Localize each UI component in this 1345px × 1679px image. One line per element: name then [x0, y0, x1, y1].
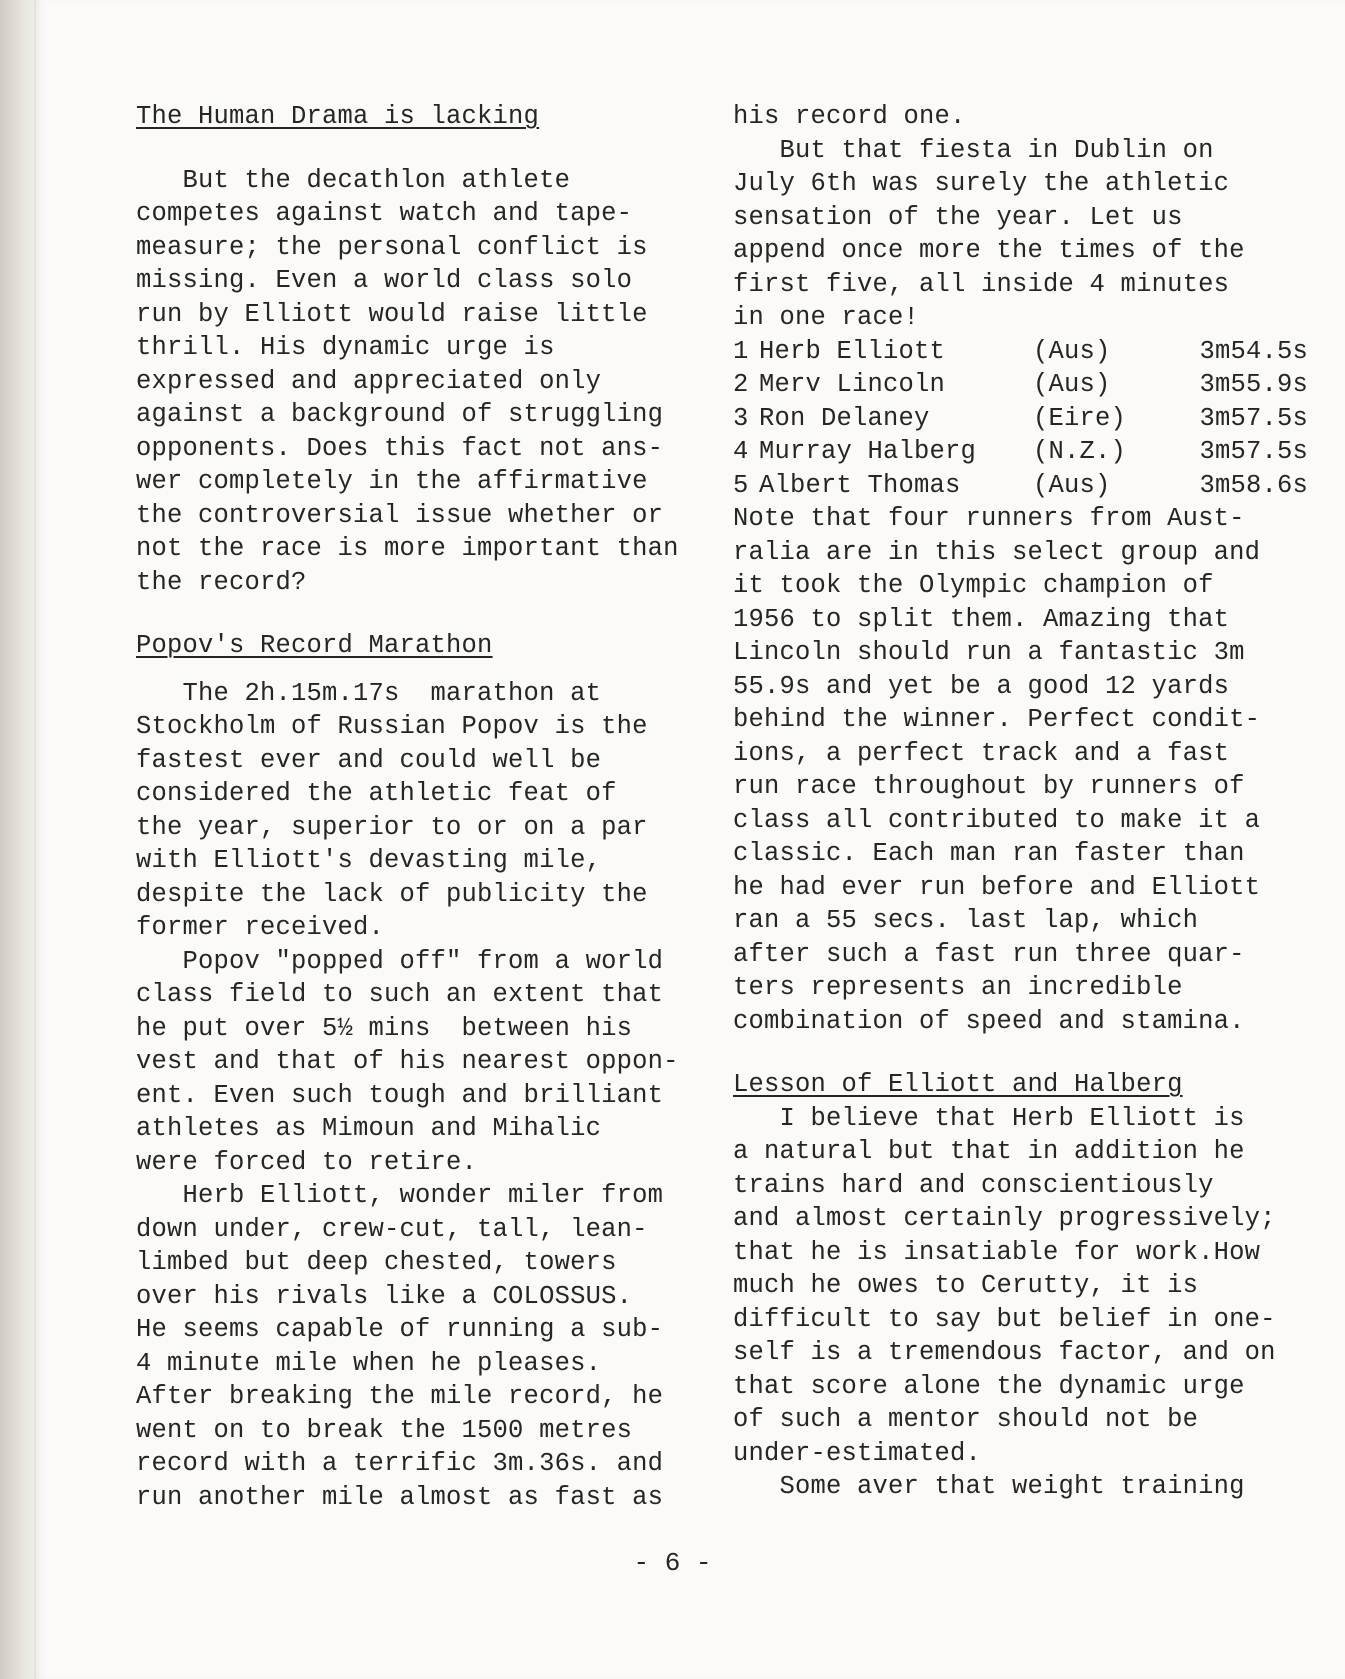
text-line: his record one.: [733, 102, 966, 131]
text-line: wer completely in the affirmative: [136, 467, 648, 496]
text-line: against a background of struggling: [136, 400, 664, 429]
text-line: ralia are in this select group and: [733, 537, 1261, 567]
text-line: vest and that of his nearest oppon-: [136, 1047, 679, 1076]
human-drama-paragraph: [136, 164, 726, 600]
text-line: run by Elliott would raise little: [136, 299, 648, 329]
result-nation: (Eire): [1033, 403, 1127, 433]
text-line: considered the athletic feat of: [136, 779, 617, 808]
text-line: Note that four runners from Aust-: [733, 504, 1245, 533]
text-line: athletes as Mimoun and Mihalic: [136, 1114, 602, 1143]
result-rank: 1: [733, 336, 749, 366]
result-name: Murray Halberg: [759, 437, 977, 466]
result-time: 3m55.9s: [1199, 370, 1308, 399]
text-line: class all contributed to make it a: [733, 805, 1261, 835]
text-line: limbed but deep chested, towers: [136, 1248, 617, 1277]
text-line: After breaking the mile record, he: [136, 1382, 664, 1411]
text-line: fastest ever and could well be: [136, 745, 602, 775]
text-line: run race throughout by runners of: [733, 772, 1245, 801]
result-name: Herb Elliott: [759, 336, 946, 366]
text-line: I believe that Herb Elliott is: [733, 1103, 1245, 1133]
text-line: in one race!: [733, 303, 920, 332]
lesson-paragraphs: [733, 1102, 1313, 1504]
text-line: classic. Each man ran faster than: [733, 839, 1245, 868]
text-line: despite the lack of publicity the: [136, 879, 648, 909]
text-line: append once more the times of the: [733, 236, 1245, 265]
text-line: competes against watch and tape-: [136, 199, 633, 228]
text-line: first five, all inside 4 minutes: [733, 269, 1230, 299]
result-time: 3m58.6s: [1199, 470, 1308, 500]
text-line: went on to break the 1500 metres: [136, 1415, 633, 1445]
text-line: self is a tremendous factor, and on: [733, 1338, 1276, 1367]
result-rank: 2: [733, 370, 749, 399]
text-line: ent. Even such tough and brilliant: [136, 1080, 664, 1110]
text-line: 55.9s and yet be a good 12 yards: [733, 671, 1230, 701]
result-row: [733, 469, 1313, 503]
section-heading-popov-marathon: Popov's Record Marathon: [136, 631, 493, 660]
text-line: ions, a perfect track and a fast: [733, 738, 1230, 768]
result-rank: 5: [733, 470, 749, 500]
text-line: 1956 to split them. Amazing that: [733, 604, 1230, 634]
text-line: But the decathlon athlete: [136, 165, 571, 195]
text-line: Stockholm of Russian Popov is the: [136, 712, 648, 741]
text-line: a natural but that in addition he: [733, 1137, 1245, 1166]
result-nation: (Aus): [1033, 370, 1111, 399]
text-line: opponents. Does this fact not ans-: [136, 433, 664, 463]
result-name: Albert Thomas: [759, 470, 961, 500]
text-line: that he is insatiable for work.How: [733, 1237, 1261, 1267]
text-line: former received.: [136, 913, 385, 942]
text-line: The 2h.15m.17s marathon at: [136, 678, 602, 708]
text-line: sensation of the year. Let us: [733, 202, 1183, 232]
text-line: run another mile almost as fast as: [136, 1482, 664, 1512]
popov-marathon-paragraphs: [136, 677, 726, 1515]
text-line: he had ever run before and Elliott: [733, 872, 1261, 902]
text-line: the controversial issue whether or: [136, 500, 664, 530]
text-line: down under, crew-cut, tall, lean-: [136, 1214, 648, 1244]
text-line: Lincoln should run a fantastic 3m: [733, 638, 1245, 667]
text-line: record with a terrific 3m.36s. and: [136, 1449, 664, 1478]
text-line: measure; the personal conflict is: [136, 232, 648, 262]
text-line: ters represents an incredible: [733, 973, 1183, 1002]
result-nation: (N.Z.): [1033, 437, 1127, 466]
text-line: not the race is more important than: [136, 534, 679, 563]
text-line: of such a mentor should not be: [733, 1405, 1199, 1434]
text-line: the year, superior to or on a par: [136, 812, 648, 842]
text-line: But that fiesta in Dublin on: [733, 135, 1214, 165]
text-line: trains hard and conscientiously: [733, 1170, 1214, 1200]
section-heading-lesson: Lesson of Elliott and Halberg: [733, 1070, 1183, 1099]
result-name: Merv Lincoln: [759, 370, 946, 399]
text-line: were forced to retire.: [136, 1147, 478, 1177]
text-line: class field to such an extent that: [136, 980, 664, 1009]
text-line: 4 minute mile when he pleases.: [136, 1348, 602, 1378]
result-time: 3m57.5s: [1199, 403, 1308, 433]
left-column: [136, 100, 726, 1514]
result-nation: (Aus): [1033, 470, 1111, 500]
text-line: much he owes to Cerutty, it is: [733, 1271, 1199, 1300]
result-rank: 4: [733, 437, 749, 466]
text-line: and almost certainly progressively;: [733, 1204, 1276, 1233]
dublin-intro-paragraph: [733, 100, 1313, 335]
text-line: over his rivals like a COLOSSUS.: [136, 1281, 633, 1311]
text-line: ran a 55 secs. last lap, which: [733, 906, 1199, 935]
right-column: [733, 100, 1313, 1504]
text-line: Herb Elliott, wonder miler from: [136, 1181, 664, 1210]
result-time: 3m54.5s: [1199, 336, 1308, 366]
text-line: missing. Even a world class solo: [136, 266, 633, 295]
dublin-analysis-paragraph: [733, 502, 1313, 1038]
result-row: [733, 335, 1313, 369]
section-heading-human-drama: The Human Drama is lacking: [136, 102, 540, 131]
text-line: Popov "popped off" from a world: [136, 946, 664, 976]
text-line: after such a fast run three quar-: [733, 939, 1245, 969]
text-line: with Elliott's devasting mile,: [136, 846, 602, 875]
text-line: the record?: [136, 567, 307, 597]
page-number: - 6 -: [633, 1548, 712, 1578]
text-line: under-estimated.: [733, 1438, 982, 1468]
result-nation: (Aus): [1033, 336, 1111, 366]
text-line: that score alone the dynamic urge: [733, 1371, 1245, 1401]
result-name: Ron Delaney: [759, 403, 930, 433]
text-line: combination of speed and stamina.: [733, 1006, 1245, 1036]
result-time: 3m57.5s: [1199, 437, 1308, 466]
result-row: [733, 402, 1313, 436]
result-rank: 3: [733, 403, 749, 433]
text-line: difficult to say but belief in one-: [733, 1304, 1276, 1334]
text-line: expressed and appreciated only: [136, 366, 602, 396]
result-row: [733, 435, 1313, 469]
text-line: he put over 5½ mins between his: [136, 1013, 633, 1043]
text-line: behind the winner. Perfect condit-: [733, 705, 1261, 734]
mile-results-table: [733, 335, 1313, 503]
text-line: Some aver that weight training: [733, 1472, 1245, 1501]
result-row: [733, 368, 1313, 402]
text-line: July 6th was surely the athletic: [733, 169, 1230, 198]
text-line: thrill. His dynamic urge is: [136, 333, 555, 362]
text-line: He seems capable of running a sub-: [136, 1315, 664, 1344]
text-line: it took the Olympic champion of: [733, 571, 1214, 600]
